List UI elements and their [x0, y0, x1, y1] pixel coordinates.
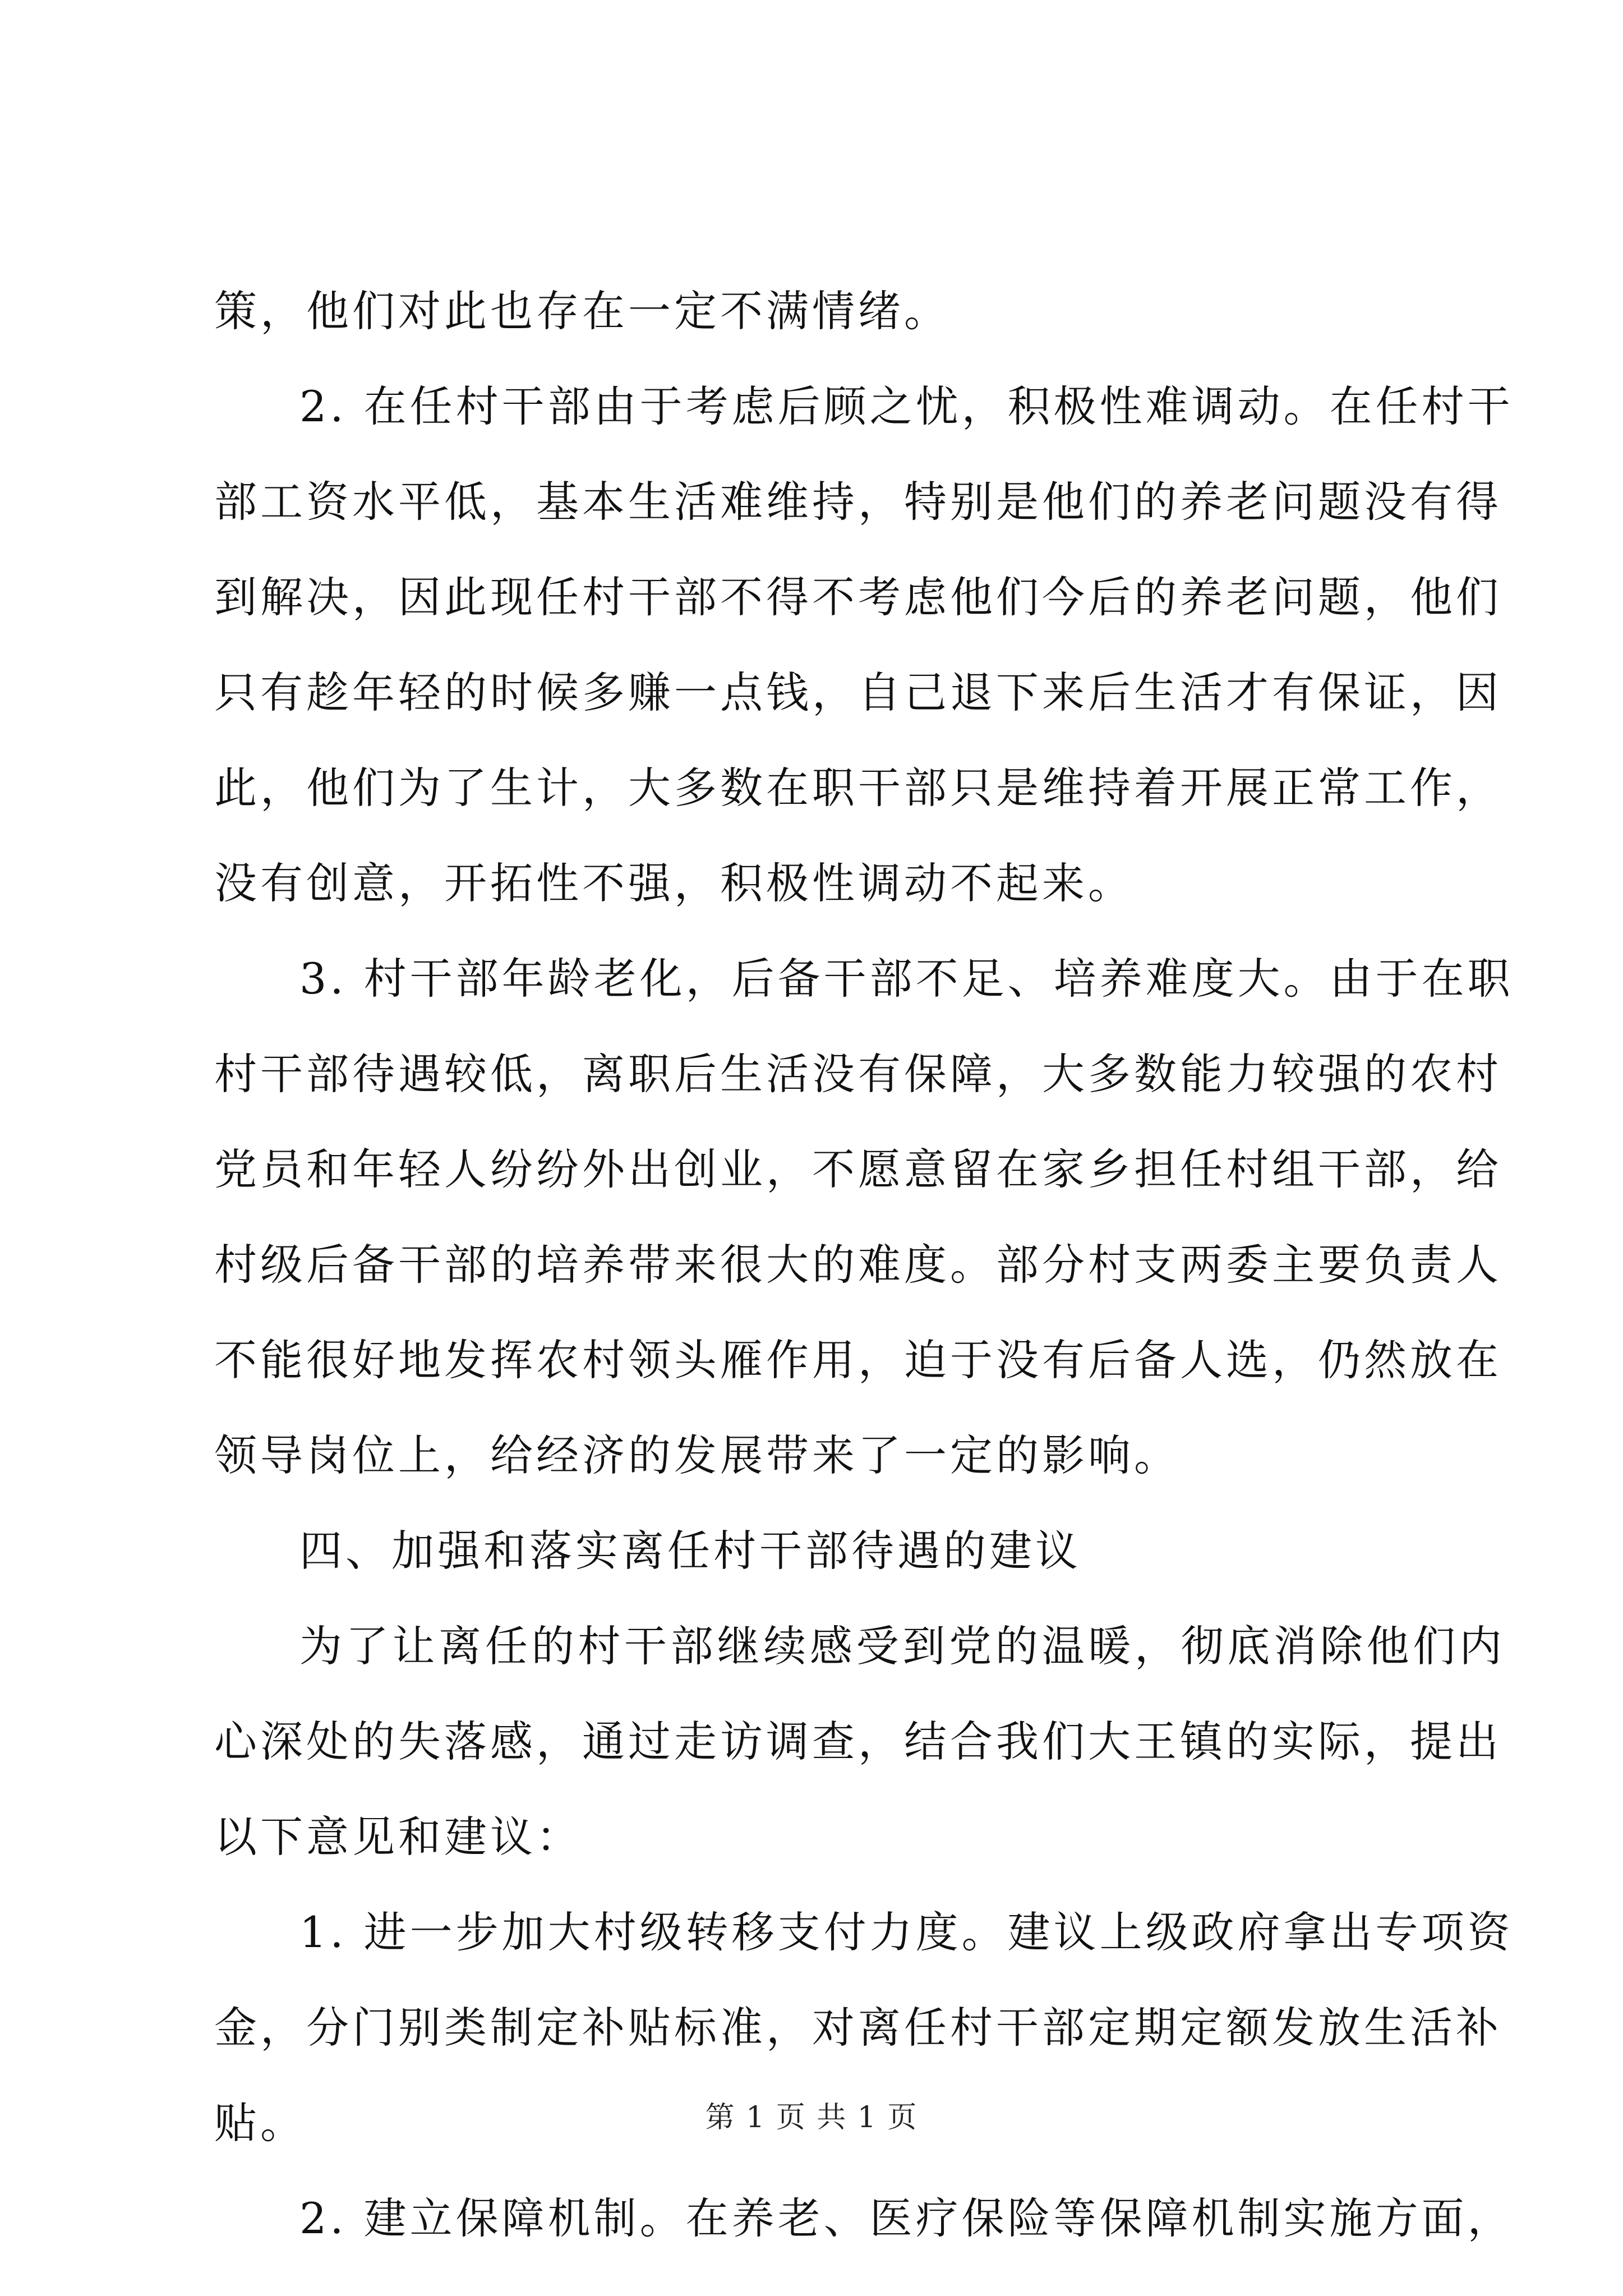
text-line: 部工资水平低，基本生活难维持，特别是他们的养老问题没有得: [214, 477, 1502, 527]
text-line: 村级后备干部的培养带来很大的难度。部分村支两委主要负责人: [214, 1240, 1502, 1290]
page-number-label: 第 1 页 共 1 页: [705, 2101, 918, 2134]
paragraph-heading-2: 2. 在任村干部由于考虑后顾之忧，积极性难调动。在任村干: [299, 381, 1514, 431]
section-heading: 四、加强和落实离任村干部待遇的建议: [299, 1526, 1081, 1576]
text-line: 到解决，因此现任村干部不得不考虑他们今后的养老问题，他们: [214, 572, 1502, 622]
page-footer: [0, 2098, 1623, 2137]
text-line: 党员和年轻人纷纷外出创业，不愿意留在家乡担任村组干部，给: [214, 1144, 1502, 1194]
text-line: 以下意见和建议：: [214, 1812, 582, 1862]
text-line: 心深处的失落感，通过走访调查，结合我们大王镇的实际，提出: [214, 1717, 1502, 1766]
paragraph-heading-1: 1. 进一步加大村级转移支付力度。建议上级政府拿出专项资: [299, 1907, 1514, 1957]
text-line: 没有创意，开拓性不强，积极性调动不起来。: [214, 858, 1134, 908]
text-line: 金，分门别类制定补贴标准，对离任村干部定期定额发放生活补: [214, 2003, 1502, 2053]
text-line: 领导岗位上，给经济的发展带来了一定的影响。: [214, 1430, 1180, 1480]
paragraph-heading-3: 3. 村干部年龄老化，后备干部不足、培养难度大。由于在职: [299, 954, 1514, 1004]
text-line: 此，他们为了生计，大多数在职干部只是维持着开展正常工作，: [214, 763, 1502, 813]
text-line: 贴。: [214, 2098, 306, 2148]
text-line: 策，他们对此也存在一定不满情绪。: [214, 286, 950, 336]
text-line: 不能很好地发挥农村领头雁作用，迫于没有后备人选，仍然放在: [214, 1335, 1502, 1385]
text-line: 村干部待遇较低，离职后生活没有保障，大多数能力较强的农村: [214, 1049, 1502, 1099]
text-line: 只有趁年轻的时候多赚一点钱，自己退下来后生活才有保证，因: [214, 668, 1502, 717]
paragraph-heading-2b: 2. 建立保障机制。在养老、医疗保险等保障机制实施方面，: [299, 2193, 1514, 2243]
document-body: [214, 264, 1514, 2266]
text-line: 为了让离任的村干部继续感受到党的温暖，彻底消除他们内: [299, 1621, 1505, 1671]
